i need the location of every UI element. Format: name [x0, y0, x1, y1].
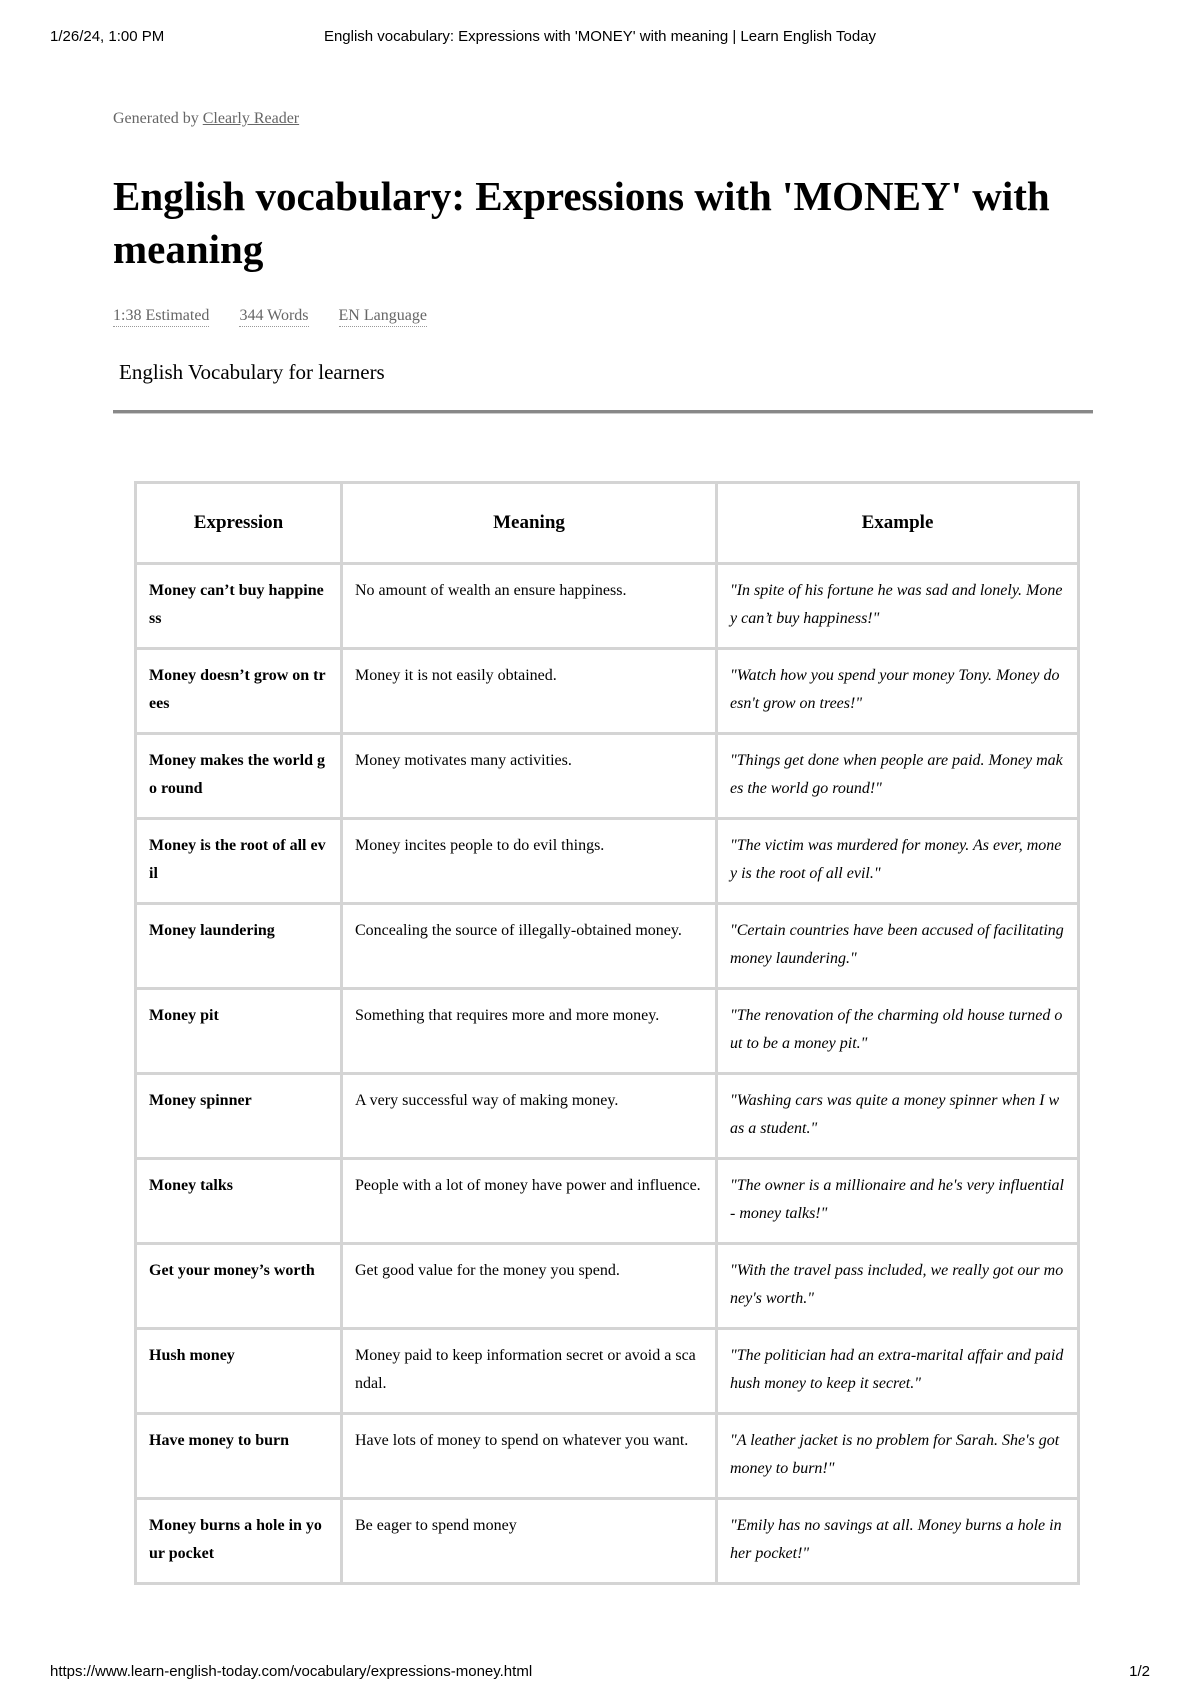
example-cell: "Washing cars was quite a money spinner when I was a student." [717, 1074, 1079, 1159]
example-cell: "In spite of his fortune he was sad and lonely. Money can’t buy happiness!" [717, 564, 1079, 649]
expression-cell: Have money to burn [136, 1414, 342, 1499]
example-cell: "Watch how you spend your money Tony. Money doesn't grow on trees!" [717, 649, 1079, 734]
expression-cell: Money can’t buy happiness [136, 564, 342, 649]
example-cell: "With the travel pass included, we really got our money's worth." [717, 1244, 1079, 1329]
table-row [136, 734, 1079, 819]
print-header [50, 28, 1150, 48]
example-cell: "The owner is a millionaire and he's very influential - money talks!" [717, 1159, 1079, 1244]
header-expression: Expression [136, 483, 342, 564]
table-header-row [136, 483, 1079, 564]
expression-cell: Money pit [136, 989, 342, 1074]
divider [113, 410, 1093, 414]
table-row [136, 989, 1079, 1074]
expression-cell: Hush money [136, 1329, 342, 1414]
meaning-cell: Have lots of money to spend on whatever you want. [342, 1414, 717, 1499]
expression-cell: Money talks [136, 1159, 342, 1244]
page-url: https://www.learn-english-today.com/vocabulary/expressions-money.html [50, 1663, 533, 1680]
generated-by [113, 110, 1093, 134]
article-meta [113, 306, 1093, 330]
example-cell: "Emily has no savings at all. Money burns a hole in her pocket!" [717, 1499, 1079, 1584]
table-row [136, 1329, 1079, 1414]
print-date: 1/26/24, 1:00 PM [50, 28, 165, 45]
table-row [136, 564, 1079, 649]
header-meaning: Meaning [342, 483, 717, 564]
table-row [136, 649, 1079, 734]
table-row [136, 1499, 1079, 1584]
expression-cell: Get your money’s worth [136, 1244, 342, 1329]
vocabulary-table [134, 481, 1080, 1585]
page-number: 1/2 [1129, 1663, 1150, 1680]
expression-cell: Money spinner [136, 1074, 342, 1159]
example-cell: "A leather jacket is no problem for Sarah. She's got money to burn!" [717, 1414, 1079, 1499]
meaning-cell: Money paid to keep information secret or avoid a scandal. [342, 1329, 717, 1414]
table-row [136, 1074, 1079, 1159]
header-example: Example [717, 483, 1079, 564]
print-footer [50, 1663, 1150, 1683]
article-subtitle: English Vocabulary for learners [119, 360, 385, 384]
table-row [136, 904, 1079, 989]
expression-cell: Money is the root of all evil [136, 819, 342, 904]
print-page-title: English vocabulary: Expressions with 'MONEY' with meaning | Learn English Today [323, 28, 877, 45]
expression-cell: Money makes the world go round [136, 734, 342, 819]
article-title: English vocabulary: Expressions with 'MONEY' with meaning [113, 173, 1050, 272]
example-cell: "Things get done when people are paid. Money makes the world go round!" [717, 734, 1079, 819]
meaning-cell: No amount of wealth an ensure happiness. [342, 564, 717, 649]
example-cell: "Certain countries have been accused of facilitating money laundering." [717, 904, 1079, 989]
example-cell: "The victim was murdered for money. As ever, money is the root of all evil." [717, 819, 1079, 904]
table-row [136, 1159, 1079, 1244]
meaning-cell: People with a lot of money have power and influence. [342, 1159, 717, 1244]
example-cell: "The politician had an extra-marital affair and paid hush money to keep it secret." [717, 1329, 1079, 1414]
generated-by-prefix: Generated by [113, 110, 203, 127]
meaning-cell: Get good value for the money you spend. [342, 1244, 717, 1329]
expression-cell: Money burns a hole in your pocket [136, 1499, 342, 1584]
table-row [136, 1244, 1079, 1329]
article [113, 110, 1093, 390]
meaning-cell: Something that requires more and more money. [342, 989, 717, 1074]
clearly-reader-link[interactable]: Clearly Reader [202, 110, 300, 127]
expression-cell: Money laundering [136, 904, 342, 989]
example-cell: "The renovation of the charming old house turned out to be a money pit." [717, 989, 1079, 1074]
meaning-cell: Be eager to spend money [342, 1499, 717, 1584]
meaning-cell: A very successful way of making money. [342, 1074, 717, 1159]
reading-time: 1:38 Estimated [113, 306, 209, 327]
table-row [136, 819, 1079, 904]
table-row [136, 1414, 1079, 1499]
meaning-cell: Concealing the source of illegally-obtained money. [342, 904, 717, 989]
meaning-cell: Money motivates many activities. [342, 734, 717, 819]
expression-cell: Money doesn’t grow on trees [136, 649, 342, 734]
meaning-cell: Money it is not easily obtained. [342, 649, 717, 734]
language: EN Language [339, 306, 427, 327]
word-count: 344 Words [239, 306, 308, 327]
meaning-cell: Money incites people to do evil things. [342, 819, 717, 904]
